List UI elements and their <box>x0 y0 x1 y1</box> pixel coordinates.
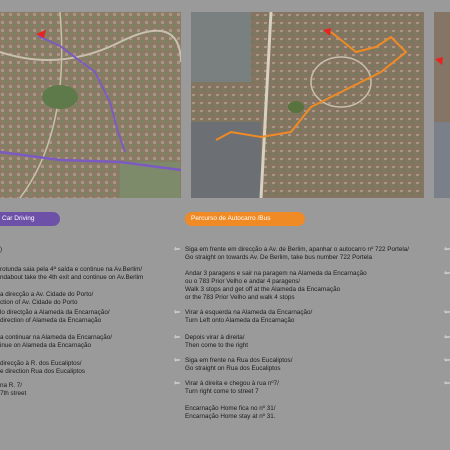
arrow-left-icon: ⇦ <box>174 357 180 364</box>
bus-step: Siga em frente na Rua dos Eucaliptos/ Go straight on Rua dos Eucaliptos <box>185 357 293 372</box>
map-right-partial <box>434 12 450 198</box>
car-driving-header: Car Driving <box>0 212 60 226</box>
arrow-left-icon: ⇦ <box>174 246 180 253</box>
car-step: na R. 7/ 7th street <box>0 382 27 397</box>
car-step: ) <box>0 246 3 253</box>
arrow-left-icon: ⇦ <box>174 380 180 387</box>
arrow-left-icon: ⇦ <box>444 357 450 364</box>
car-step: rotunda saia pela 4ª saída e continue na Av.Berlim/ ndabout take the 4th exit and continue on Av.Berlim <box>0 266 144 281</box>
car-step: a direcção a Av. Cidade do Porto/ ction of Av. Cidade do Porto <box>0 291 94 306</box>
arrow-left-icon: ⇦ <box>444 309 450 316</box>
arrow-left-icon: ⇦ <box>174 334 180 341</box>
bus-route-header: Percurso de Autocarro /Bus <box>185 212 305 226</box>
bus-step: Andar 3 paragens e sair na paragem na Alameda da Encarnação ou o 783 Prior Velho e andar 4 paragens/ Walk 3 stops and get off at the Alameda da Encarnação or the 783 Prior Velho and walk 4 stops <box>185 270 367 301</box>
arrow-left-icon: ⇦ <box>444 380 450 387</box>
map-pin-icon <box>321 26 333 40</box>
car-step: direcção à R. dos Eucaliptos/ e direction Rua dos Eucaliptos <box>0 360 86 375</box>
car-step: a continuar na Alameda da Encarnação/ inue on Alameda da Encarnação <box>0 334 113 349</box>
map-bus-route <box>191 12 424 198</box>
arrow-left-icon: ⇦ <box>174 309 180 316</box>
car-step: lo directção a Alameda da Encarnação/ direction of Alameda da Encarnação <box>0 309 110 324</box>
bus-step: Virar à esquerda na Alameda da Encarnação/ Turn Left onto Alameda da Encarnação <box>185 309 313 324</box>
arrow-left-icon: ⇦ <box>444 270 450 277</box>
map-pin-icon <box>34 28 48 44</box>
bus-step: Virar à direita e chegou à rua nº7/ Turn right come to street 7 <box>185 380 279 395</box>
bus-step: Encarnação Home fica no nº 31/ Encarnação Home stay at nº 31. <box>185 405 276 420</box>
bus-step: Depois virar à direita/ Then come to the right <box>185 334 249 349</box>
map-car-route <box>0 12 181 198</box>
arrow-left-icon: ⇦ <box>444 246 450 253</box>
arrow-left-icon: ⇦ <box>444 334 450 341</box>
map-pin-icon <box>434 56 444 68</box>
bus-step: Siga em frente em direcção a Av. de Berlim, apanhar o autocarro nº 722 Portela/ Go straight on towards Av. De Berlim, take bus number 722 Portela <box>185 246 409 261</box>
